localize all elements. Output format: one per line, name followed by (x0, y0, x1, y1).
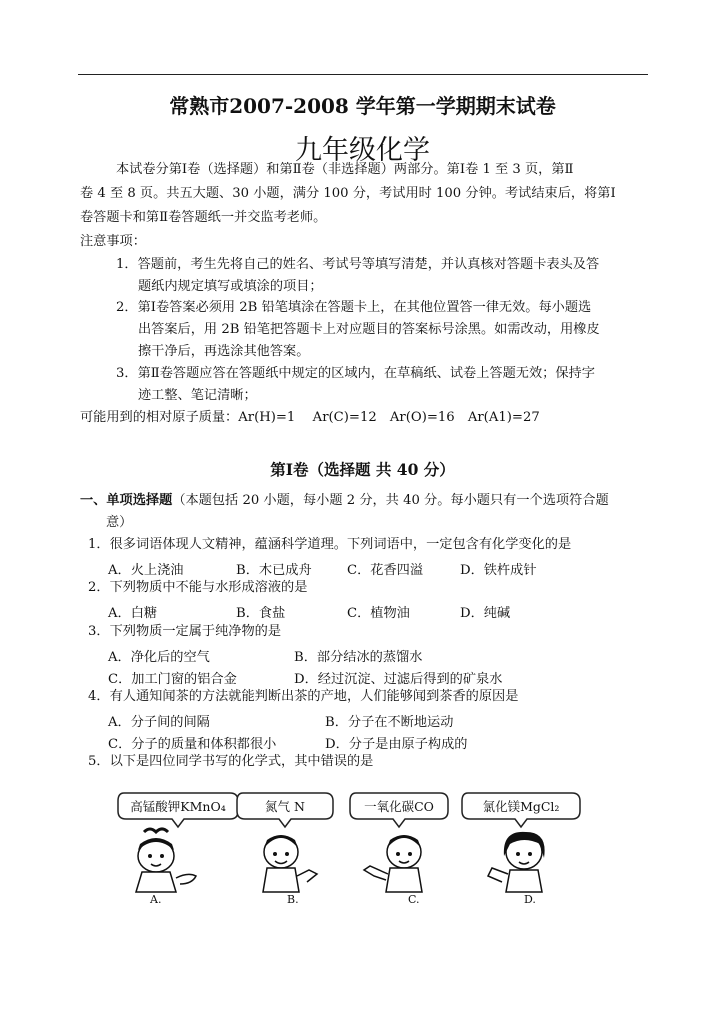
bubble-text-a: 高锰酸钾KMnO₄ (130, 799, 226, 814)
intro-line-1: 本试卷分第Ⅰ卷（选择题）和第Ⅱ卷（非选择题）两部分。第Ⅰ卷 1 至 3 页，第Ⅱ (116, 162, 574, 177)
q2-option-d: D．纯碱 (460, 606, 511, 621)
intro-line-2: 卷 4 至 8 页。共五大题、30 小题，满分 100 分，考试用时 100 分钟。考试结束后，将第Ⅰ (80, 186, 616, 201)
question-3-stem: 3．下列物质一定属于纯净物的是 (88, 624, 282, 639)
speech-bubble-c (346, 789, 452, 823)
student-c-illustration (360, 826, 440, 894)
question-5-stem: 5．以下是四位同学书写的化学式，其中错误的是 (88, 754, 374, 769)
q1-option-d: D．铁杵成针 (460, 563, 537, 578)
note-3b: 迹工整、笔记清晰； (138, 388, 257, 403)
speech-bubble-a (114, 789, 242, 823)
speech-bubble-b (233, 789, 337, 823)
student-d-illustration (482, 826, 562, 894)
bubble-text-d: 氯化镁MgCl₂ (482, 799, 560, 814)
top-rule (78, 74, 648, 75)
speech-bubble-d (458, 789, 584, 823)
bubble-text-b: 氮气 N (265, 799, 305, 814)
question-4-stem: 4．有人通知闻茶的方法就能判断出茶的产地，人们能够闻到茶香的原因是 (88, 689, 519, 704)
note-1b: 题纸内规定填写或填涂的项目； (138, 279, 323, 294)
subject-title: 九年级化学 (295, 135, 430, 166)
bubble-text-c: 一氧化碳CO (364, 799, 434, 814)
student-a-illustration (122, 826, 202, 894)
note-2a: 2．第Ⅰ卷答案必须用 2B 铅笔填涂在答题卡上，在其他位置答一律无效。每小题选 (116, 300, 592, 315)
q3-option-b: B．部分结冰的蒸馏水 (294, 650, 423, 665)
note-2c: 擦干净后，再选涂其他答案。 (138, 344, 310, 359)
figure-label-a: A. (150, 893, 162, 906)
part-heading (80, 490, 609, 512)
question-2-stem: 2．下列物质中不能与水形成溶液的是 (88, 580, 308, 595)
q2-option-c: C．植物油 (347, 606, 410, 621)
atomic-masses: 可能用到的相对原子质量：Ar(H)=1 Ar(C)=12 Ar(O)=16 Ar(A1)=27 (80, 410, 540, 425)
student-b-illustration (245, 826, 325, 894)
part-description-cont: 意） (106, 515, 133, 530)
note-2b: 出答案后，用 2B 铅笔把答题卡上对应题目的答案标号涂黑。如需改动，用橡皮 (138, 322, 600, 337)
q3-option-d: D．经过沉淀、过滤后得到的矿泉水 (294, 672, 503, 687)
q3-option-a: A．净化后的空气 (108, 650, 210, 665)
q4-option-b: B．分子在不断地运动 (325, 715, 454, 730)
figure-label-c: C. (408, 893, 420, 906)
note-3a: 3．第Ⅱ卷答题应答在答题纸中规定的区域内，在草稿纸、试卷上答题无效；保持字 (116, 366, 595, 381)
q4-option-a: A．分子间的间隔 (108, 715, 210, 730)
q4-option-d: D．分子是由原子构成的 (325, 737, 468, 752)
figure-label-d: D. (524, 893, 536, 906)
section-title: 第Ⅰ卷（选择题 共 40 分） (270, 460, 455, 479)
q2-option-a: A．白糖 (108, 606, 158, 621)
q4-option-c: C．分子的质量和体积都很小 (108, 737, 277, 752)
intro-line-3: 卷答题卡和第Ⅱ卷答题纸一并交监考老师。 (80, 210, 327, 225)
exam-title: 常熟市2007-2008 学年第一学期期末试卷 (169, 94, 556, 118)
notes-heading: 注意事项： (80, 234, 146, 249)
q2-option-b: B．食盐 (236, 606, 286, 621)
q1-option-c: C．花香四溢 (347, 563, 424, 578)
q3-option-c: C．加工门窗的铝合金 (108, 672, 237, 687)
figure-label-b: B. (287, 893, 299, 906)
part-description: （本题包括 20 小题，每小题 2 分，共 40 分。每小题只有一个选项符合题 (172, 493, 609, 508)
note-1a: 1．答题前，考生先将自己的姓名、考试号等填写清楚，并认真核对答题卡表头及答 (116, 257, 600, 272)
question-1-stem: 1．很多词语体现人文精神，蕴涵科学道理。下列词语中，一定包含有化学变化的是 (88, 537, 572, 552)
q1-option-a: A．火上浇油 (108, 563, 184, 578)
part-label: 一、单项选择题 (80, 493, 173, 508)
q1-option-b: B．木已成舟 (236, 563, 312, 578)
